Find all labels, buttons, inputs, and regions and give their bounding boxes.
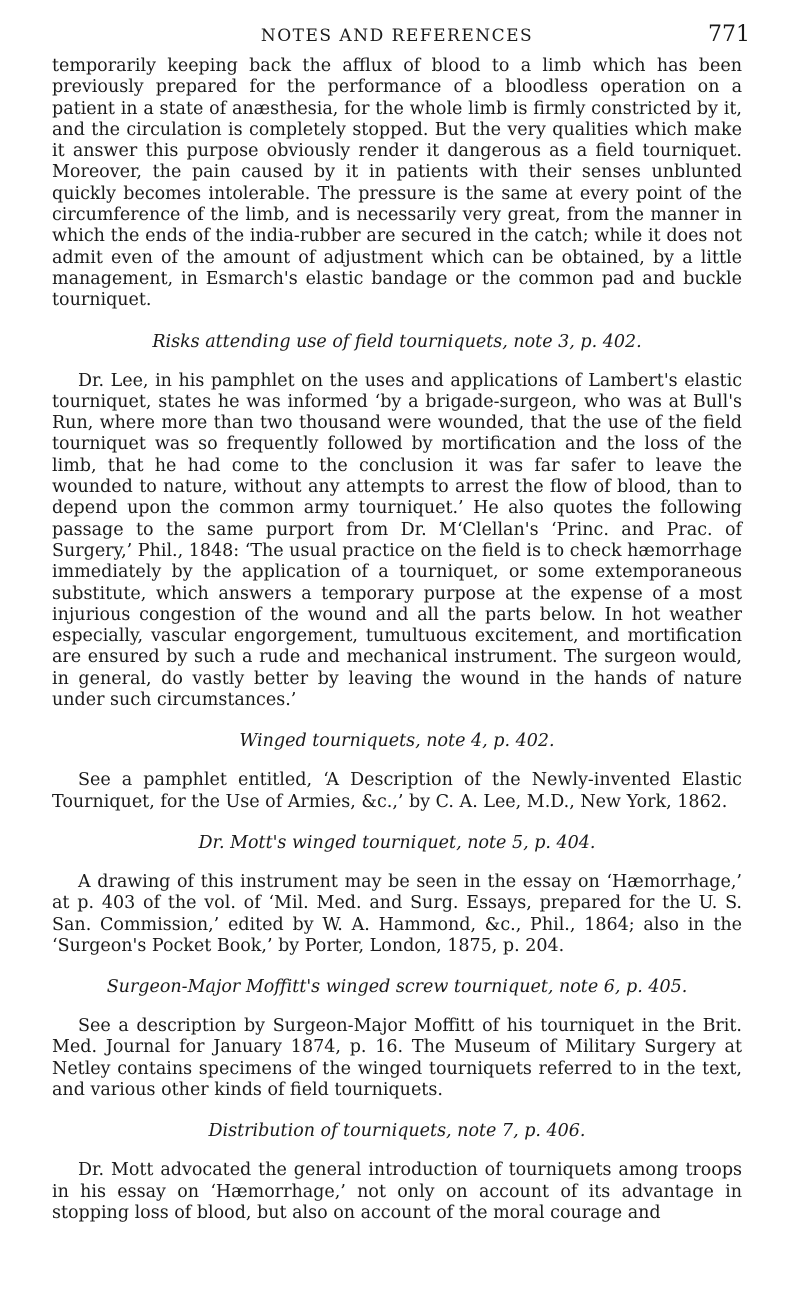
paragraph-winged-tourniquets: See a pamphlet entitled, ‘A Description of the Newly-invented Elastic Tourniquet, for the Use of Armies, &c.,’ by C. A. Lee, M.D., New York, 1862. [52,770,742,812]
paragraph-continuation: temporarily keeping back the afflux of blood to a limb which has been previously prepared for the performance of a bloodless operation on a patient in a state of anæsthesia, for the whole limb is firmly constricted by it, and the circulation is completely stopped. But the very qualities which make it answer this purpose obviously render it dangerous as a field tourniquet. Moreover, the pain caused by it in patients with their senses unblunted quickly becomes intolerable. The pressure is the same at every point of the circumference of the limb, and is necessarily very great, from the manner in which the ends of the india-rubber are secured in the catch; while it does not admit even of the amount of adjustment which can be obtained, by a little management, in Esmarch's elastic bandage or the common pad and buckle tourniquet. [52,56,742,311]
paragraph-moffitt: See a description by Surgeon-Major Moffitt of his tourniquet in the Brit. Med. Journal for January 1874, p. 16. The Museum of Military Surgery at Netley contains specimens of the winged tourniquets referred to in the text, and various other kinds of field tourniquets. [52,1016,742,1100]
note-heading-winged-tourniquets: Winged tourniquets, note 4, p. 402. [239,731,555,752]
page-number: 771 [708,22,750,47]
note-heading-moffitt: Surgeon-Major Moffitt's winged screw tourniquet, note 6, p. 405. [106,977,688,998]
paragraph-risks: Dr. Lee, in his pamphlet on the uses and applications of Lambert's elastic tourniquet, states he was informed ‘by a brigade-surgeon, who was at Bull's Run, where more than two thousand were wounded, that the use of the field tourniquet was so frequently followed by mortification and the loss of the limb, that he had come to the conclusion it was far safer to leave the wounded to nature, without any attempts to arrest the flow of blood, than to depend upon the common army tourniquet.’ He also quotes the following passage to the same purport from Dr. M‘Clellan's ‘Princ. and Prac. of Surgery,’ Phil., 1848: ‘The usual practice on the field is to check hæmorrhage immediately by the application of a tourniquet, or some extemporaneous substitute, which answers a temporary purpose at the expense of a most injurious congestion of the wound and all the parts below. In hot weather especially, vascular engorgement, tumultuous excitement, and mortification are ensured by such a rude and mechanical instrument. The surgeon would, in general, do vastly better by leaving the wound in the hands of nature under such circumstances.’ [52,370,742,711]
note-heading-mott: Dr. Mott's winged tourniquet, note 5, p. 404. [198,832,596,853]
running-head [52,22,750,56]
running-title: NOTES AND REFERENCES [260,26,534,46]
paragraph-mott: A drawing of this instrument may be seen in the essay on ‘Hæmorrhage,’ at p. 403 of the vol. of ‘Mil. Med. and Surg. Essays, prepared for the U. S. San. Commission,’ edited by W. A. Hammond, &c., Phil., 1864; also in the ‘Surgeon's Pocket Book,’ by Porter, London, 1875, p. 204. [52,871,742,956]
note-heading-risks: Risks attending use of field tourniquets, note 3, p. 402. [152,331,642,352]
book-page [52,22,750,1224]
paragraph-distribution: Dr. Mott advocated the general introduction of tourniquets among troops in his essay on ‘Hæmorrhage,’ not only on account of its advantage in stopping loss of blood, but also on account of the moral courage and [52,1160,742,1223]
note-heading-distribution: Distribution of tourniquets, note 7, p. 406. [208,1121,586,1142]
